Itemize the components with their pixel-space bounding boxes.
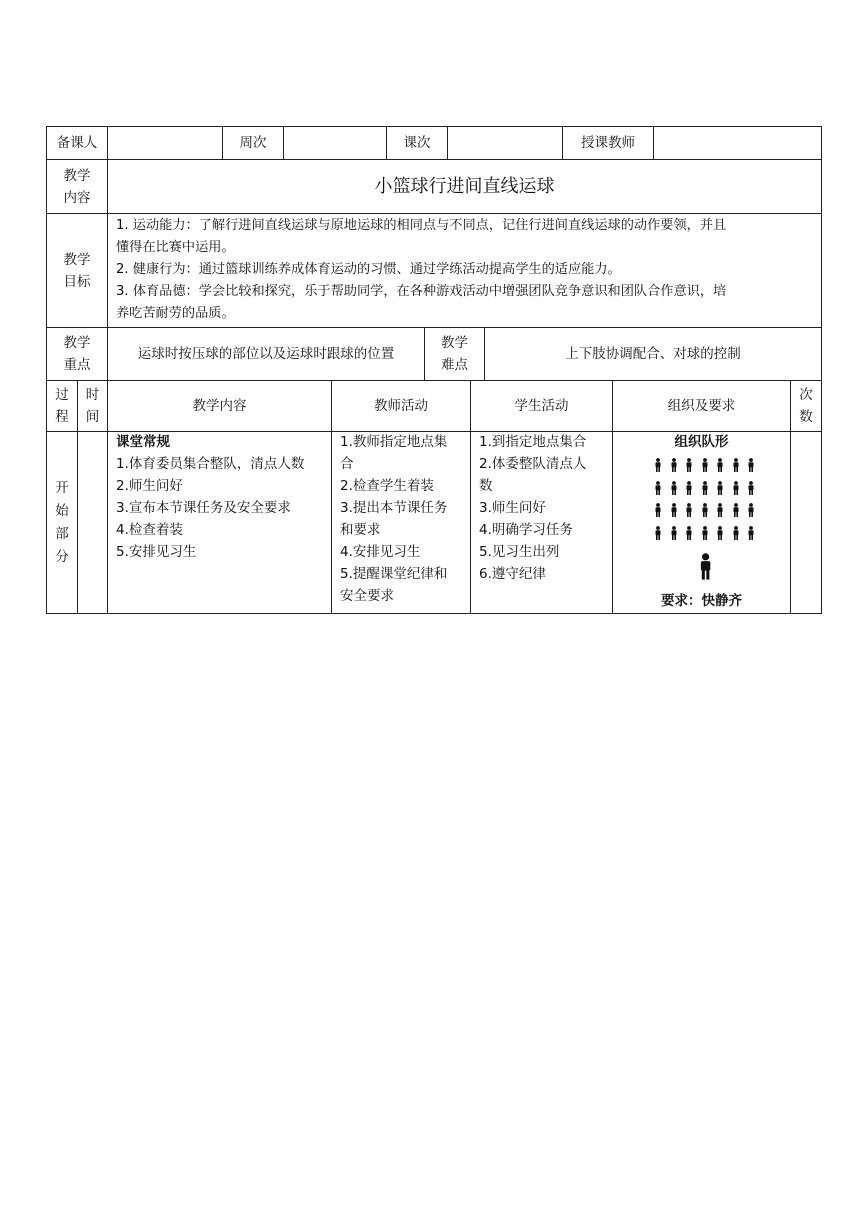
content-list-item: 1.体育委员集合整队，清点人数: [116, 456, 305, 472]
student-icon: [732, 526, 740, 540]
goals-label-line: 教学: [63, 251, 91, 268]
lesson-no-label: 课次: [403, 135, 431, 151]
student-icon: [701, 481, 709, 495]
student-icon: [654, 481, 662, 495]
student-icon: [654, 458, 662, 472]
teacher-activities: [340, 431, 470, 612]
goals-line: 3. 体育品德：学会比较和探究，乐于帮助同学，在各种游戏活动中增强团队竞争意识和团队合作意识，培: [116, 284, 727, 299]
content-list-item: 4.检查着装: [116, 522, 183, 538]
week-field[interactable]: [284, 127, 386, 159]
preparer-label: 备课人: [56, 135, 98, 151]
goals-text: [116, 214, 818, 327]
lesson-title: 小篮球行进间直线运球: [374, 175, 555, 197]
teacher-activity-line: 2.检查学生着装: [340, 478, 434, 494]
col-header-line: 数: [799, 409, 813, 425]
difficulty-label: [425, 328, 484, 380]
student-icon: [732, 458, 740, 472]
goals-line: 懂得在比赛中运用。: [116, 240, 235, 255]
goals-label-line: 目标: [63, 273, 91, 290]
goals-label: [47, 214, 107, 327]
phase-label: [47, 432, 77, 613]
organization-cell: [613, 432, 790, 613]
col-header-line: 次: [799, 387, 813, 403]
student-icon: [670, 481, 678, 495]
content-list-item: 5.安排见习生: [116, 544, 197, 560]
content-label-line: 教学: [63, 167, 91, 184]
student-icon: [747, 458, 755, 472]
student-icon: [701, 526, 709, 540]
table-border: [821, 126, 822, 614]
student-icon: [716, 481, 724, 495]
student-icon: [716, 458, 724, 472]
student-activity-line: 2.体委整队清点人: [479, 456, 587, 472]
time-cell: [78, 432, 107, 613]
teacher-label: 授课教师: [581, 135, 635, 151]
col-header-content: 教学内容: [192, 398, 247, 414]
student-icon: [685, 503, 693, 517]
col-header-student: 学生活动: [514, 398, 569, 414]
difficulty-value: 上下肢协调配合、对球的控制: [565, 346, 741, 362]
key-points-label-line: 重点: [63, 357, 91, 373]
teacher-activity-line: 1.教师指定地点集: [340, 434, 448, 450]
student-icon: [732, 481, 740, 495]
student-icon: [685, 526, 693, 540]
goals-line: 养吃苦耐劳的品质。: [116, 306, 235, 321]
student-icon: [716, 503, 724, 517]
col-header-line: 间: [85, 409, 100, 425]
student-icon: [670, 458, 678, 472]
teacher-activity-line: 3.提出本节课任务: [340, 500, 448, 516]
content-list: [116, 431, 330, 612]
col-header-line: 程: [55, 409, 69, 425]
teacher-activity-line: 安全要求: [340, 588, 394, 604]
formation-diagram: [613, 432, 790, 613]
teacher-activity-line: 合: [340, 456, 354, 472]
student-icon: [670, 526, 678, 540]
goals-line: 1. 运动能力：了解行进间直线运球与原地运球的相同点与不同点，记住行进间直线运球的动作要领，并且: [116, 218, 727, 233]
phase-char: 部: [55, 525, 69, 542]
phase-char: 分: [55, 548, 69, 565]
student-icon: [670, 503, 678, 517]
teacher-activity-line: 5.提醒课堂纪律和: [340, 566, 448, 582]
teacher-activity-line: 和要求: [340, 522, 381, 538]
student-icon: [701, 458, 709, 472]
phase-char: 始: [55, 502, 69, 519]
student-icon: [732, 503, 740, 517]
student-icon: [747, 503, 755, 517]
student-activity-line: 1.到指定地点集合: [479, 434, 587, 450]
teacher-icon: [698, 553, 713, 580]
col-header-count: [791, 381, 821, 431]
key-points-value: 运球时按压球的部位以及运球时跟球的位置: [137, 346, 395, 362]
student-icon: [747, 526, 755, 540]
content-list-item: 2.师生问好: [116, 478, 183, 494]
goals-line: 2. 健康行为：通过篮球训练养成体育运动的习惯、通过学练活动提高学生的适应能力。: [116, 262, 621, 277]
lesson-no-field[interactable]: [448, 127, 562, 159]
week-label: 周次: [239, 135, 267, 151]
student-activity-line: 5.见习生出列: [479, 544, 560, 560]
student-icon: [654, 503, 662, 517]
preparer-field[interactable]: [108, 127, 222, 159]
student-icon: [716, 526, 724, 540]
difficulty-label-line: 难点: [441, 357, 468, 373]
key-points-label-line: 教学: [63, 335, 91, 351]
teacher-field[interactable]: [654, 127, 821, 159]
student-activity-line: 4.明确学习任务: [479, 522, 573, 538]
key-points-label: [47, 328, 107, 380]
student-icon: [685, 458, 693, 472]
student-activity-line: 3.师生问好: [479, 500, 546, 516]
col-header-teacher: 教师活动: [374, 398, 428, 414]
student-icon: [685, 481, 693, 495]
content-label-line: 内容: [63, 189, 91, 206]
student-icon: [654, 526, 662, 540]
difficulty-label-line: 教学: [441, 335, 468, 351]
col-header-process: [47, 381, 77, 431]
content-list-title: 课堂常规: [116, 434, 170, 450]
teacher-activity-line: 4.安排见习生: [340, 544, 421, 560]
formation-title: 组织队形: [674, 434, 729, 450]
student-activity-line: 数: [479, 478, 493, 494]
col-header-line: 过: [55, 387, 69, 403]
col-header-organization: 组织及要求: [667, 398, 736, 414]
count-cell: [791, 432, 821, 613]
col-header-line: 时: [85, 387, 100, 403]
content-list-item: 3.宣布本节课任务及安全要求: [116, 500, 291, 516]
phase-char: 开: [55, 479, 69, 496]
content-label: [47, 160, 107, 213]
requirement-text: 要求：快静齐: [661, 593, 742, 609]
table-border: [46, 613, 822, 614]
col-header-time: [78, 381, 107, 431]
student-activities: [479, 431, 611, 612]
student-icon: [701, 503, 709, 517]
student-icon: [747, 481, 755, 495]
student-activity-line: 6.遵守纪律: [479, 566, 546, 582]
